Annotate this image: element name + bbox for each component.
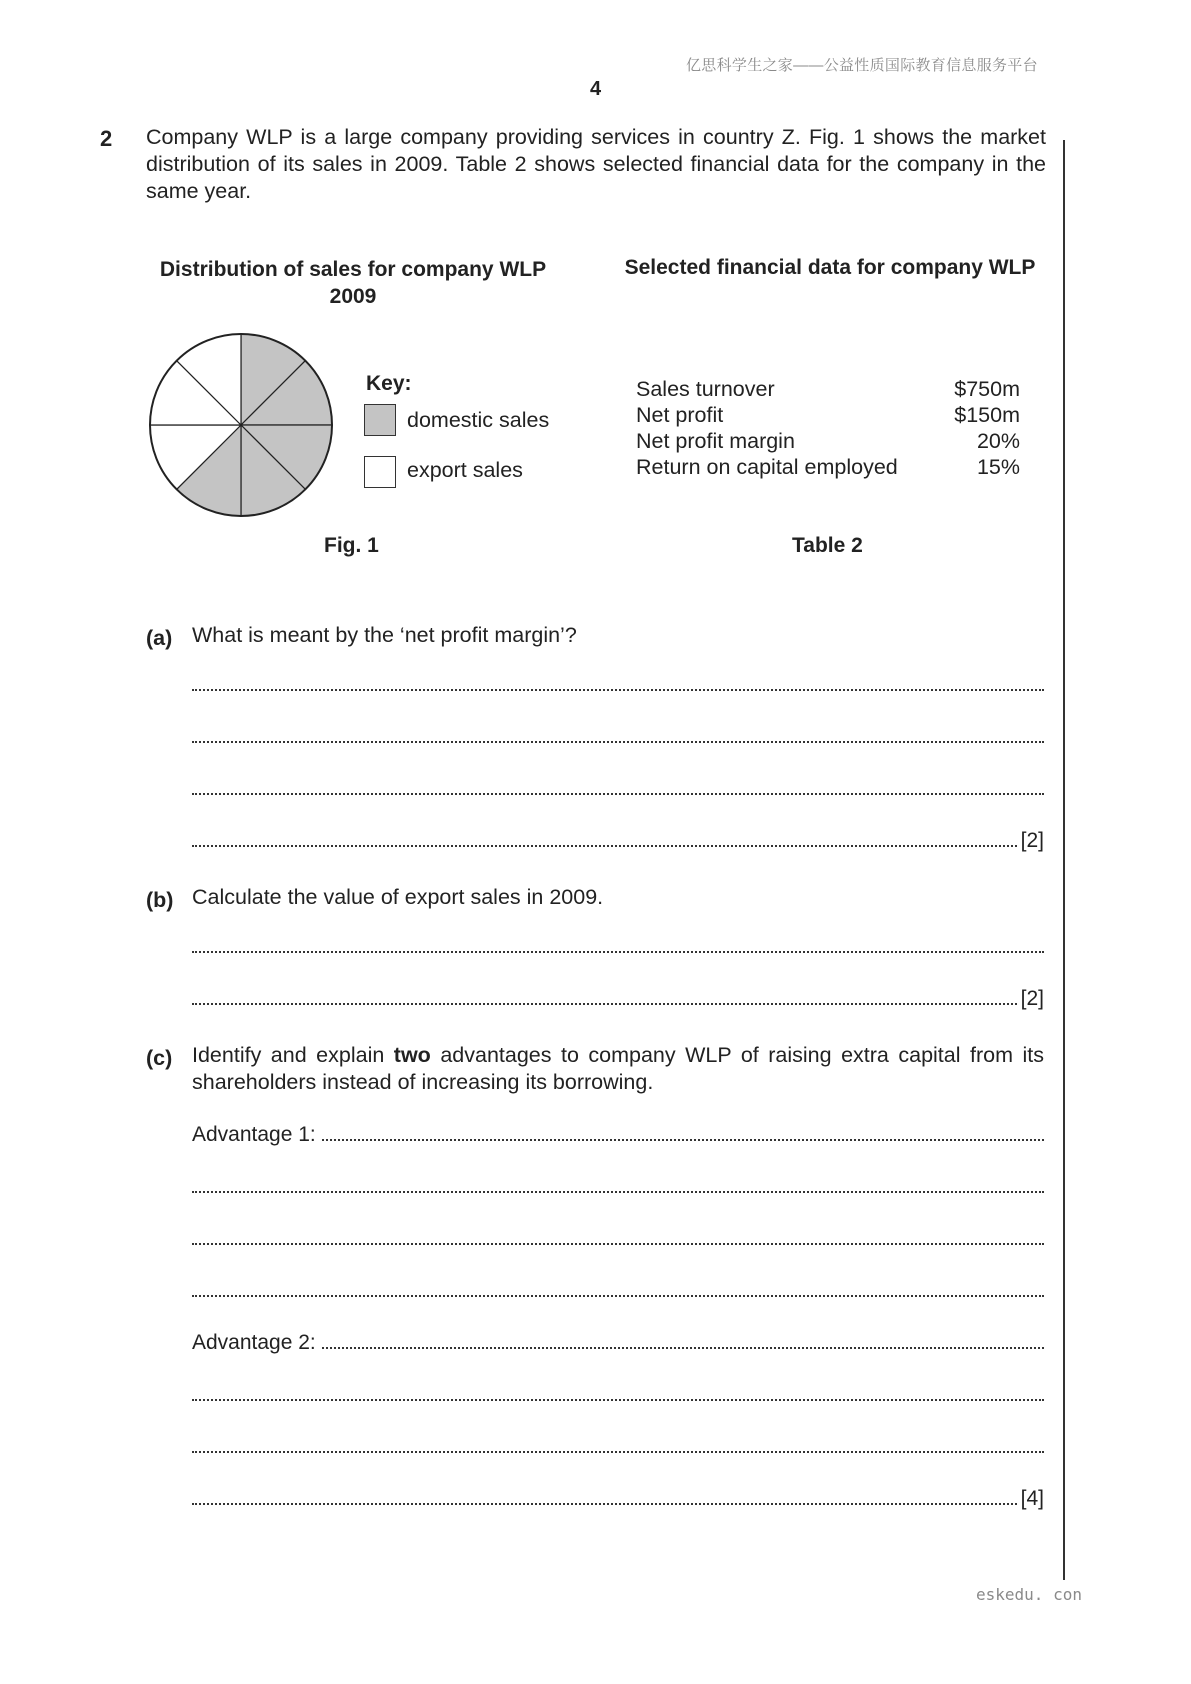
answer-line-a1[interactable] [192, 672, 1044, 696]
marks-c: [4] [1020, 1487, 1044, 1510]
advantage-1-label: Advantage 1: [192, 1123, 322, 1146]
answer-line-c6[interactable] [192, 1382, 1044, 1406]
marks-b: [2] [1020, 987, 1044, 1010]
question-intro: Company WLP is a large company providing services in country Z. Fig. 1 shows the market distribution of its sales in 2009. Table 2 shows selected financial data for the company in the same year. [146, 125, 1046, 203]
answer-line-c8[interactable] [192, 1486, 1044, 1510]
table-row [636, 402, 1020, 428]
answer-line-a2[interactable] [192, 724, 1044, 748]
question-number: 2 [100, 126, 113, 151]
table-caption: Table 2 [792, 534, 863, 557]
key-label-domestic: domestic sales [407, 408, 550, 432]
answer-line-b1[interactable] [192, 934, 1044, 958]
figure-title-line1: Distribution of sales for company WLP [159, 258, 547, 281]
key-swatch-export [364, 456, 396, 488]
part-c-text-before: Identify and explain [192, 1043, 394, 1067]
advantage-1-line[interactable] [192, 1122, 1044, 1146]
answer-line-c4[interactable] [192, 1278, 1044, 1302]
part-c-text [192, 1042, 1044, 1096]
answer-line-a3[interactable] [192, 776, 1044, 800]
table-row [636, 376, 1020, 402]
part-c-text-after: advantages to company WLP of raising extra capital from its shareholders instead of increasing its borrowing. [192, 1043, 1044, 1094]
part-b-text: Calculate the value of export sales in 2009. [192, 885, 604, 909]
answer-line-c2[interactable] [192, 1174, 1044, 1198]
figure-caption: Fig. 1 [324, 534, 379, 557]
row-value: $750m [954, 377, 1020, 401]
margin-rule [1063, 140, 1065, 1580]
part-a-text: What is meant by the ‘net profit margin’? [192, 623, 577, 647]
table-row [636, 454, 1020, 480]
answer-line-c3[interactable] [192, 1226, 1044, 1250]
row-label: Return on capital employed [636, 455, 898, 479]
answer-line-c7[interactable] [192, 1434, 1044, 1458]
key-label-export: export sales [407, 458, 523, 482]
financial-table [636, 376, 1020, 480]
row-value: 20% [976, 429, 1020, 453]
key-title: Key: [366, 372, 412, 395]
table-title: Selected financial data for company WLP [624, 256, 1036, 279]
row-label: Sales turnover [636, 377, 775, 401]
part-a-label: (a) [146, 626, 173, 650]
pie-chart [146, 330, 336, 520]
part-b-label: (b) [146, 888, 174, 912]
footer-watermark: eskedu. con [976, 1585, 1082, 1604]
row-label: Net profit [636, 403, 724, 427]
advantage-2-label: Advantage 2: [192, 1331, 322, 1354]
figure-title [140, 256, 566, 310]
table-row [636, 428, 1020, 454]
answer-line-a4[interactable] [192, 828, 1044, 852]
advantage-2-line[interactable] [192, 1330, 1044, 1354]
part-c-label: (c) [146, 1046, 173, 1070]
marks-a: [2] [1020, 829, 1044, 852]
part-c-text-bold: two [393, 1043, 431, 1067]
row-label: Net profit margin [636, 429, 795, 453]
row-value: 15% [976, 455, 1020, 479]
page-number: 4 [590, 78, 602, 100]
key-swatch-domestic [364, 404, 396, 436]
row-value: $150m [954, 403, 1020, 427]
answer-line-b2[interactable] [192, 986, 1044, 1010]
header-watermark: 亿思科学生之家——公益性质国际教育信息服务平台 [686, 57, 1038, 74]
figure-title-line2: 2009 [329, 285, 377, 308]
